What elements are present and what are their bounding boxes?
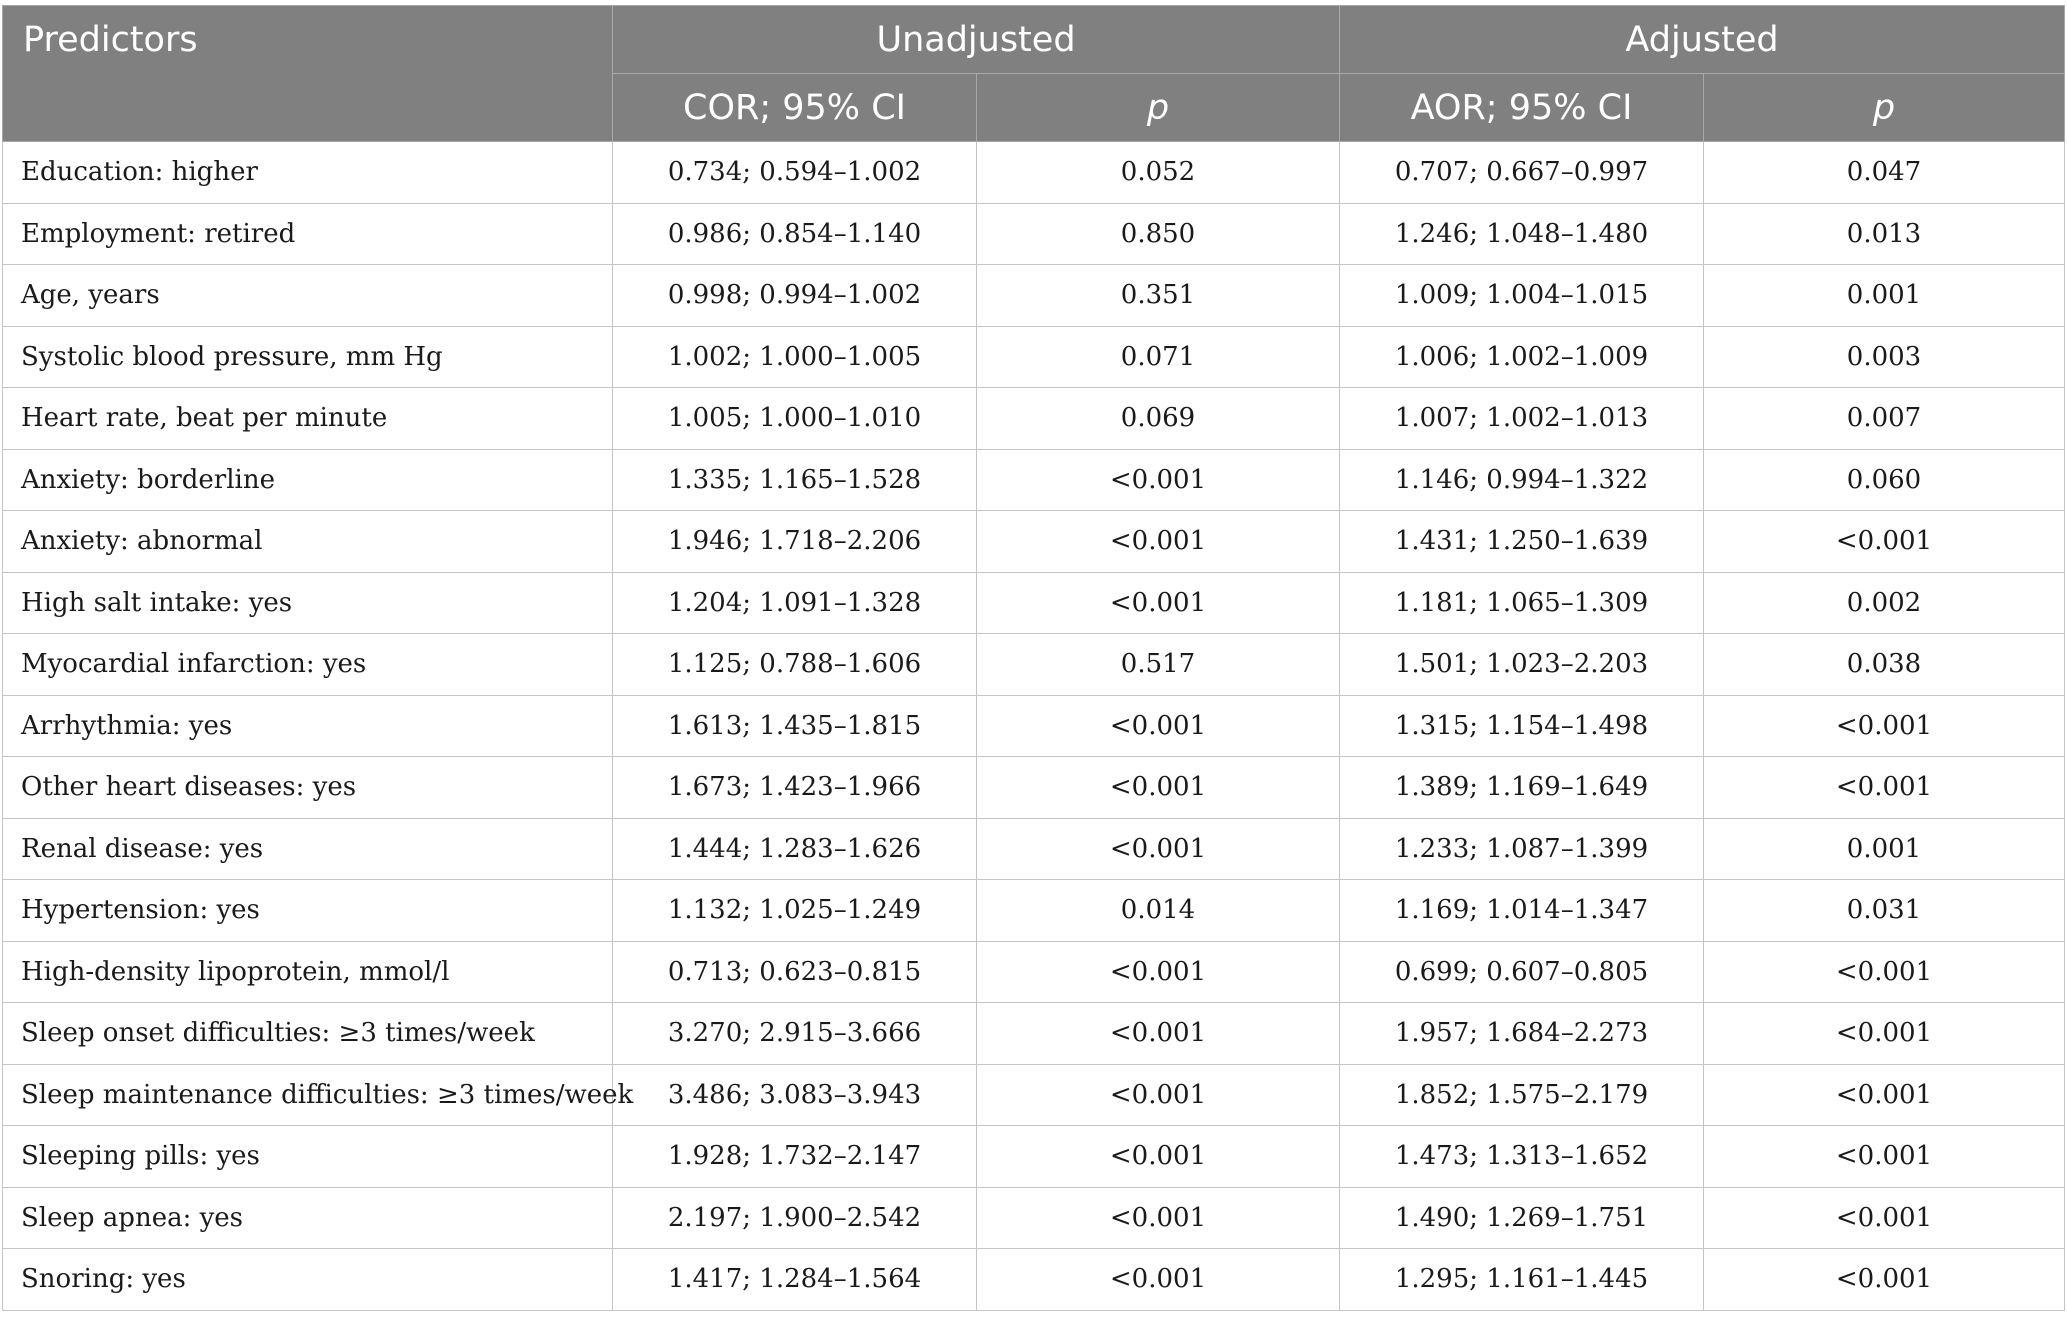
cell-p-unadjusted: <0.001 xyxy=(977,1249,1340,1311)
cell-predictor: Age, years xyxy=(3,265,613,327)
cell-p-unadjusted: <0.001 xyxy=(977,1003,1340,1065)
table-row xyxy=(3,1249,2065,1311)
cell-cor-ci: 1.928; 1.732–2.147 xyxy=(613,1126,977,1188)
table-row xyxy=(3,1003,2065,1065)
cell-aor-ci: 0.699; 0.607–0.805 xyxy=(1340,941,1704,1003)
cell-cor-ci: 0.734; 0.594–1.002 xyxy=(613,142,977,204)
cell-aor-ci: 1.146; 0.994–1.322 xyxy=(1340,449,1704,511)
cell-cor-ci: 1.005; 1.000–1.010 xyxy=(613,388,977,450)
table-row xyxy=(3,941,2065,1003)
cell-aor-ci: 1.315; 1.154–1.498 xyxy=(1340,695,1704,757)
cell-aor-ci: 1.501; 1.023–2.203 xyxy=(1340,634,1704,696)
header-predictors: Predictors xyxy=(3,6,613,142)
cell-p-adjusted: 0.038 xyxy=(1704,634,2065,696)
cell-p-adjusted: <0.001 xyxy=(1704,1003,2065,1065)
cell-cor-ci: 3.486; 3.083–3.943 xyxy=(613,1064,977,1126)
table-row xyxy=(3,695,2065,757)
cell-p-adjusted: 0.031 xyxy=(1704,880,2065,942)
table-row xyxy=(3,142,2065,204)
cell-aor-ci: 1.009; 1.004–1.015 xyxy=(1340,265,1704,327)
cell-predictor: Other heart diseases: yes xyxy=(3,757,613,819)
table-row xyxy=(3,880,2065,942)
cell-p-adjusted: <0.001 xyxy=(1704,1126,2065,1188)
results-table-container xyxy=(2,5,2064,1311)
cell-p-unadjusted: <0.001 xyxy=(977,511,1340,573)
cell-predictor: Hypertension: yes xyxy=(3,880,613,942)
cell-predictor: High salt intake: yes xyxy=(3,572,613,634)
cell-predictor: High-density lipoprotein, mmol/l xyxy=(3,941,613,1003)
cell-aor-ci: 1.246; 1.048–1.480 xyxy=(1340,203,1704,265)
cell-p-adjusted: 0.003 xyxy=(1704,326,2065,388)
cell-aor-ci: 1.852; 1.575–2.179 xyxy=(1340,1064,1704,1126)
cell-predictor: Snoring: yes xyxy=(3,1249,613,1311)
cell-predictor: Sleeping pills: yes xyxy=(3,1126,613,1188)
cell-predictor: Renal disease: yes xyxy=(3,818,613,880)
table-row xyxy=(3,265,2065,327)
cell-cor-ci: 0.713; 0.623–0.815 xyxy=(613,941,977,1003)
cell-p-unadjusted: 0.850 xyxy=(977,203,1340,265)
cell-cor-ci: 1.613; 1.435–1.815 xyxy=(613,695,977,757)
results-table xyxy=(2,5,2065,1311)
table-row xyxy=(3,203,2065,265)
cell-p-unadjusted: 0.351 xyxy=(977,265,1340,327)
header-row-groups xyxy=(3,6,2065,74)
table-row xyxy=(3,449,2065,511)
cell-p-unadjusted: <0.001 xyxy=(977,941,1340,1003)
cell-cor-ci: 1.444; 1.283–1.626 xyxy=(613,818,977,880)
cell-p-unadjusted: <0.001 xyxy=(977,1187,1340,1249)
header-p-unadjusted: p xyxy=(977,74,1340,142)
cell-aor-ci: 1.007; 1.002–1.013 xyxy=(1340,388,1704,450)
cell-predictor: Systolic blood pressure, mm Hg xyxy=(3,326,613,388)
cell-p-adjusted: <0.001 xyxy=(1704,1249,2065,1311)
cell-p-unadjusted: <0.001 xyxy=(977,757,1340,819)
cell-cor-ci: 1.132; 1.025–1.249 xyxy=(613,880,977,942)
cell-p-unadjusted: 0.014 xyxy=(977,880,1340,942)
cell-predictor: Anxiety: borderline xyxy=(3,449,613,511)
cell-aor-ci: 1.389; 1.169–1.649 xyxy=(1340,757,1704,819)
table-row xyxy=(3,634,2065,696)
cell-cor-ci: 1.002; 1.000–1.005 xyxy=(613,326,977,388)
cell-p-adjusted: 0.013 xyxy=(1704,203,2065,265)
cell-predictor: Anxiety: abnormal xyxy=(3,511,613,573)
cell-p-adjusted: <0.001 xyxy=(1704,757,2065,819)
cell-cor-ci: 0.998; 0.994–1.002 xyxy=(613,265,977,327)
cell-p-unadjusted: <0.001 xyxy=(977,818,1340,880)
cell-p-adjusted: 0.060 xyxy=(1704,449,2065,511)
cell-aor-ci: 0.707; 0.667–0.997 xyxy=(1340,142,1704,204)
cell-p-adjusted: 0.001 xyxy=(1704,818,2065,880)
cell-predictor: Education: higher xyxy=(3,142,613,204)
table-row xyxy=(3,1187,2065,1249)
cell-p-unadjusted: 0.071 xyxy=(977,326,1340,388)
table-row xyxy=(3,388,2065,450)
cell-aor-ci: 1.431; 1.250–1.639 xyxy=(1340,511,1704,573)
cell-cor-ci: 1.125; 0.788–1.606 xyxy=(613,634,977,696)
cell-predictor: Sleep onset difficulties: ≥3 times/week xyxy=(3,1003,613,1065)
cell-predictor: Sleep apnea: yes xyxy=(3,1187,613,1249)
table-row xyxy=(3,1126,2065,1188)
cell-p-adjusted: 0.007 xyxy=(1704,388,2065,450)
cell-p-adjusted: 0.002 xyxy=(1704,572,2065,634)
cell-cor-ci: 1.417; 1.284–1.564 xyxy=(613,1249,977,1311)
cell-aor-ci: 1.233; 1.087–1.399 xyxy=(1340,818,1704,880)
header-adjusted: Adjusted xyxy=(1340,6,2065,74)
cell-aor-ci: 1.957; 1.684–2.273 xyxy=(1340,1003,1704,1065)
table-row xyxy=(3,757,2065,819)
table-row xyxy=(3,1064,2065,1126)
cell-p-adjusted: 0.001 xyxy=(1704,265,2065,327)
cell-p-unadjusted: <0.001 xyxy=(977,695,1340,757)
cell-aor-ci: 1.473; 1.313–1.652 xyxy=(1340,1126,1704,1188)
cell-p-unadjusted: <0.001 xyxy=(977,572,1340,634)
cell-aor-ci: 1.181; 1.065–1.309 xyxy=(1340,572,1704,634)
cell-p-adjusted: <0.001 xyxy=(1704,511,2065,573)
header-unadjusted: Unadjusted xyxy=(613,6,1340,74)
cell-p-adjusted: <0.001 xyxy=(1704,695,2065,757)
cell-aor-ci: 1.169; 1.014–1.347 xyxy=(1340,880,1704,942)
cell-p-unadjusted: 0.069 xyxy=(977,388,1340,450)
cell-p-unadjusted: <0.001 xyxy=(977,1126,1340,1188)
table-row xyxy=(3,326,2065,388)
cell-cor-ci: 0.986; 0.854–1.140 xyxy=(613,203,977,265)
header-p-adjusted: p xyxy=(1704,74,2065,142)
cell-cor-ci: 1.946; 1.718–2.206 xyxy=(613,511,977,573)
cell-p-adjusted: 0.047 xyxy=(1704,142,2065,204)
table-row xyxy=(3,511,2065,573)
cell-predictor: Sleep maintenance difficulties: ≥3 times/week xyxy=(3,1064,613,1126)
cell-predictor: Heart rate, beat per minute xyxy=(3,388,613,450)
cell-cor-ci: 1.335; 1.165–1.528 xyxy=(613,449,977,511)
cell-cor-ci: 1.673; 1.423–1.966 xyxy=(613,757,977,819)
cell-p-unadjusted: 0.052 xyxy=(977,142,1340,204)
cell-predictor: Myocardial infarction: yes xyxy=(3,634,613,696)
cell-predictor: Employment: retired xyxy=(3,203,613,265)
cell-p-adjusted: <0.001 xyxy=(1704,1187,2065,1249)
cell-aor-ci: 1.295; 1.161–1.445 xyxy=(1340,1249,1704,1311)
cell-predictor: Arrhythmia: yes xyxy=(3,695,613,757)
cell-aor-ci: 1.490; 1.269–1.751 xyxy=(1340,1187,1704,1249)
cell-p-unadjusted: 0.517 xyxy=(977,634,1340,696)
cell-p-adjusted: <0.001 xyxy=(1704,1064,2065,1126)
cell-p-adjusted: <0.001 xyxy=(1704,941,2065,1003)
cell-cor-ci: 2.197; 1.900–2.542 xyxy=(613,1187,977,1249)
cell-cor-ci: 1.204; 1.091–1.328 xyxy=(613,572,977,634)
header-cor: COR; 95% CI xyxy=(613,74,977,142)
cell-p-unadjusted: <0.001 xyxy=(977,1064,1340,1126)
header-aor: AOR; 95% CI xyxy=(1340,74,1704,142)
cell-aor-ci: 1.006; 1.002–1.009 xyxy=(1340,326,1704,388)
table-body xyxy=(3,142,2065,1311)
cell-p-unadjusted: <0.001 xyxy=(977,449,1340,511)
table-row xyxy=(3,572,2065,634)
cell-cor-ci: 3.270; 2.915–3.666 xyxy=(613,1003,977,1065)
table-header xyxy=(3,6,2065,142)
table-row xyxy=(3,818,2065,880)
